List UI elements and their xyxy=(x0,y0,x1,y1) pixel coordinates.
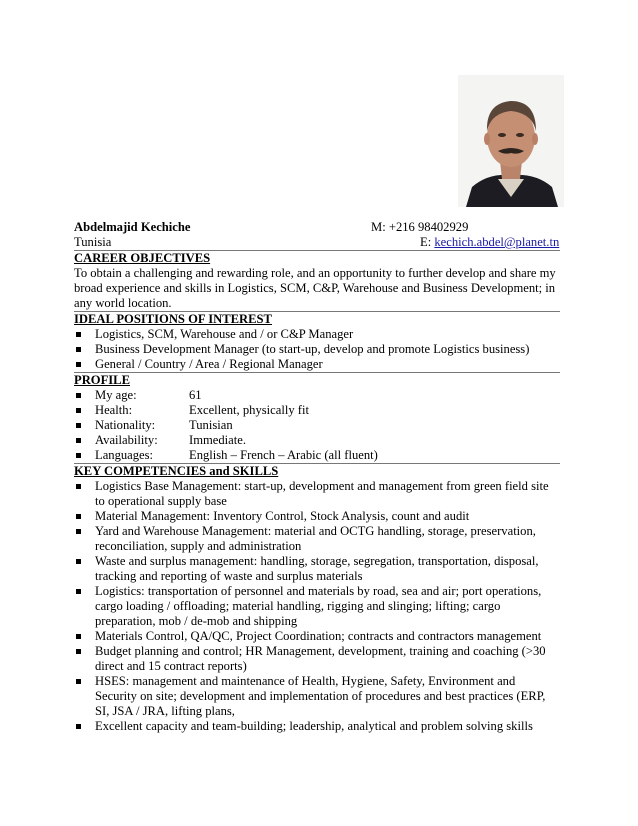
list-item xyxy=(74,509,560,524)
profile-section xyxy=(74,372,560,463)
list-item xyxy=(74,342,560,357)
list-item xyxy=(74,629,560,644)
list-item-text: General / Country / Area / Regional Manager xyxy=(95,357,323,371)
bullet-icon xyxy=(76,634,81,639)
header-line-2 xyxy=(74,235,560,251)
list-item xyxy=(74,644,560,674)
country: Tunisia xyxy=(74,235,112,249)
bullet-icon xyxy=(76,423,81,428)
list-item xyxy=(74,479,560,509)
profile-value: Immediate. xyxy=(189,433,246,447)
list-item-text: Logistics: transportation of personnel and materials by road, sea and air; port operations, cargo loading / offloading; material handling, rigging and slinging; lifting; cargo preparation, mob / de-mob and shipping xyxy=(95,584,542,628)
profile-value: Excellent, physically fit xyxy=(189,403,309,417)
bullet-icon xyxy=(76,438,81,443)
bullet-icon xyxy=(76,362,81,367)
bullet-icon xyxy=(76,347,81,352)
list-item xyxy=(74,719,560,734)
list-item xyxy=(74,524,560,554)
list-item-text: Excellent capacity and team-building; leadership, analytical and problem solving skills xyxy=(95,719,533,733)
positions-list xyxy=(74,327,560,372)
bullet-icon xyxy=(76,559,81,564)
list-item xyxy=(74,674,560,719)
competencies-list xyxy=(74,479,560,734)
career-text: To obtain a challenging and rewarding role, and an opportunity to further develop and share my broad experience and skills in Logistics, SCM, C&P, Warehouse and Business Development; in any world location. xyxy=(74,266,556,310)
email-line xyxy=(420,235,559,250)
phone-number: M: +216 98402929 xyxy=(371,220,469,234)
bullet-icon xyxy=(76,724,81,729)
list-item xyxy=(74,357,560,372)
profile-value: 61 xyxy=(189,388,202,402)
positions-title: IDEAL POSITIONS OF INTEREST xyxy=(74,312,272,326)
list-item xyxy=(74,418,560,433)
list-item xyxy=(74,554,560,584)
list-item xyxy=(74,388,560,403)
list-item xyxy=(74,433,560,448)
list-item-text: Logistics Base Management: start-up, development and management from green field site to operational supply base xyxy=(95,479,549,508)
bullet-icon xyxy=(76,332,81,337)
bullet-icon xyxy=(76,679,81,684)
list-item xyxy=(74,448,560,463)
profile-key: Languages: xyxy=(95,448,154,462)
email-link[interactable]: kechich.abdel@planet.tn xyxy=(434,235,560,249)
competencies-title: KEY COMPETENCIES and SKILLS xyxy=(74,464,279,478)
bullet-icon xyxy=(76,589,81,594)
profile-key: Nationality: xyxy=(95,418,156,432)
profile-photo xyxy=(458,75,564,207)
career-section xyxy=(74,251,560,311)
email-prefix: E: xyxy=(420,235,435,249)
profile-key: Health: xyxy=(95,403,133,417)
list-item-text: Waste and surplus management: handling, storage, segregation, transportation, disposal, tracking and reporting of waste and surplus materials xyxy=(95,554,539,583)
list-item-text: Logistics, SCM, Warehouse and / or C&P Manager xyxy=(95,327,354,341)
header-line-1 xyxy=(74,220,560,235)
list-item-text: HSES: management and maintenance of Health, Hygiene, Safety, Environment and Security on site; development and implementation of procedures and best practices (ERP, SI, JSA / JRA, lifting plans, xyxy=(95,674,546,718)
bullet-icon xyxy=(76,393,81,398)
candidate-name: Abdelmajid Kechiche xyxy=(74,220,191,234)
list-item-text: Material Management: Inventory Control, Stock Analysis, count and audit xyxy=(95,509,470,523)
list-item-text: Business Development Manager (to start-up, develop and promote Logistics business) xyxy=(95,342,530,356)
bullet-icon xyxy=(76,514,81,519)
list-item-text: Budget planning and control; HR Management, development, training and coaching (>30 direct and 15 contract reports) xyxy=(95,644,546,673)
list-item xyxy=(74,584,560,629)
bullet-icon xyxy=(76,453,81,458)
career-title: CAREER OBJECTIVES xyxy=(74,251,211,265)
resume-content xyxy=(74,220,560,734)
profile-title: PROFILE xyxy=(74,373,130,387)
bullet-icon xyxy=(76,484,81,489)
profile-list xyxy=(74,388,560,463)
list-item-text: Materials Control, QA/QC, Project Coordination; contracts and contractors management xyxy=(95,629,542,643)
bullet-icon xyxy=(76,529,81,534)
profile-value: English – French – Arabic (all fluent) xyxy=(189,448,378,462)
list-item xyxy=(74,327,560,342)
competencies-section xyxy=(74,463,560,734)
list-item xyxy=(74,403,560,418)
positions-section xyxy=(74,311,560,372)
profile-key: Availability: xyxy=(95,433,158,447)
profile-value: Tunisian xyxy=(189,418,233,432)
bullet-icon xyxy=(76,649,81,654)
list-item-text: Yard and Warehouse Management: material and OCTG handling, storage, preservation, reconciliation, supply and administration xyxy=(95,524,536,553)
bullet-icon xyxy=(76,408,81,413)
profile-key: My age: xyxy=(95,388,137,402)
